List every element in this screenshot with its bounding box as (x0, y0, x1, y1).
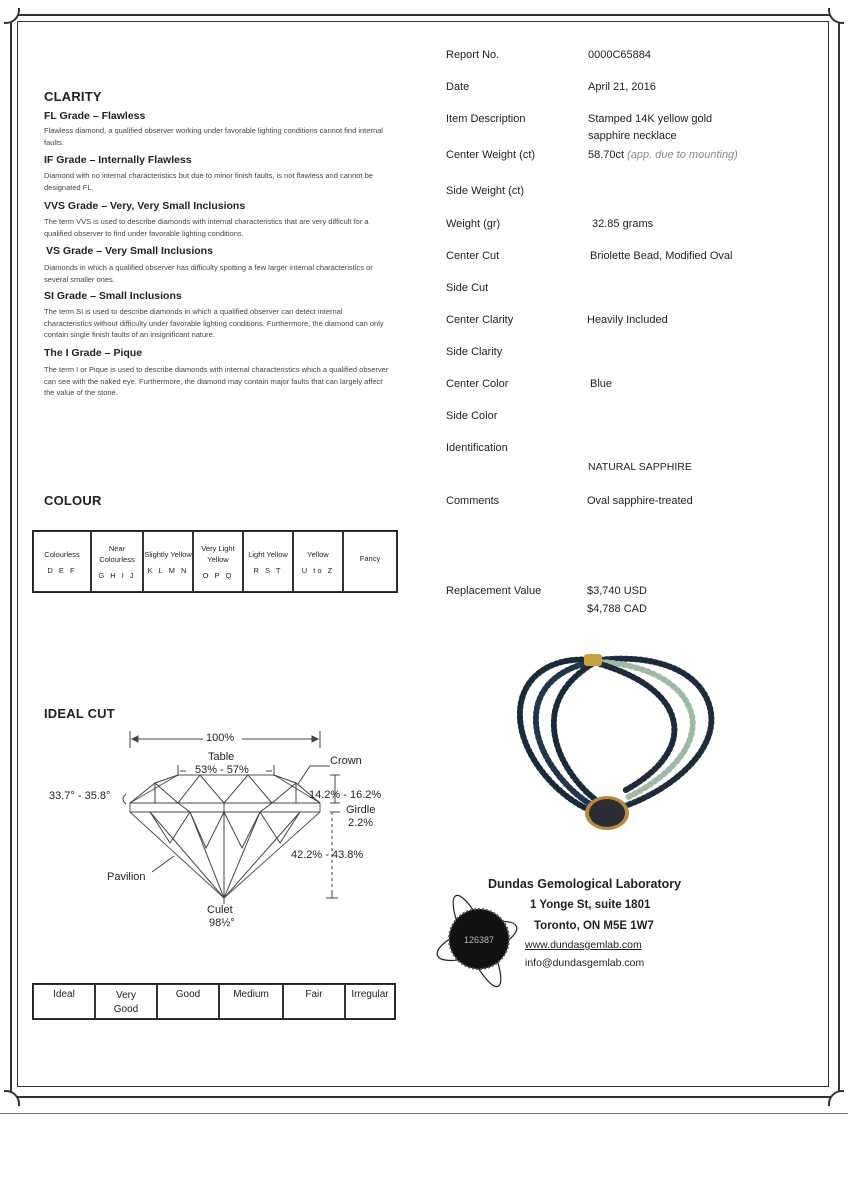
lab-seal-logo (432, 886, 522, 998)
grade-description: The term I or Pique is used to describe diamonds with internal characteristics which a qualified observer can see with the naked eye. Furthermore, the diamond may contain major faults that can largely affect the value of the stone. (44, 365, 389, 397)
cut-girdle-pct: 2.2% (348, 817, 374, 829)
colour-heading: COLOUR (44, 493, 102, 508)
grade-title: VS Grade – Very Small Inclusions (46, 245, 213, 257)
grade-title: SI Grade – Small Inclusions (44, 290, 182, 302)
report-field-note: (app. due to mounting) (627, 149, 738, 161)
cut-grade-cell: Ideal (33, 984, 95, 1019)
cut-culet-label: Culet (207, 904, 233, 916)
report-field-value: Heavily Included (587, 314, 668, 326)
grade-description: The term SI is used to describe diamonds in which a qualified observer can detect internal characteristics without difficulty under favorable lighting conditions. Furthermore, the diamond can only contain single finish faults of an insignificant nature. (44, 307, 384, 339)
colour-cell: Slightly Yellow K L M N (143, 531, 193, 592)
report-field-label: Identification (446, 442, 508, 454)
cut-grade-cell: Medium (219, 984, 283, 1019)
report-field-label: Center Clarity (446, 314, 514, 326)
cut-pavilion-pct: 42.2% - 43.8% (291, 849, 364, 861)
report-field-value: NATURAL SAPPHIRE (588, 461, 692, 473)
lab-email: info@dundasgemlab.com (525, 957, 645, 969)
cut-crown-pct: 14.2% - 16.2% (309, 789, 382, 801)
cut-crown-label: Crown (330, 755, 362, 767)
report-field-label: Comments (446, 495, 500, 507)
cut-girdle-label: Girdle (346, 804, 376, 816)
report-field-label: Report No. (446, 49, 500, 61)
report-field-label: Item Description (446, 113, 526, 125)
cut-grade-table (32, 983, 396, 1020)
colour-cell: Light Yellow R S T (243, 531, 293, 592)
report-field-value: Blue (590, 378, 613, 390)
seal-number: 126387 (463, 935, 495, 945)
colour-cell: Very Light Yellow O P Q (193, 531, 243, 592)
page-bottom-rule (0, 1113, 848, 1114)
report-field-label: Center Color (446, 378, 509, 390)
report-field-label: Side Weight (ct) (446, 185, 525, 197)
ideal-cut-heading: IDEAL CUT (44, 706, 115, 721)
necklace-clasp (584, 654, 602, 666)
lab-name: Dundas Gemological Laboratory (488, 877, 682, 891)
report-field-value: April 21, 2016 (588, 81, 656, 93)
grade-title: VVS Grade – Very, Very Small Inclusions (44, 200, 246, 212)
colour-cell: Yellow U to Z (293, 531, 343, 592)
cut-culet-angle: 98½° (209, 917, 235, 929)
report-field-value: 58.70ct (app. due to mounting) (588, 149, 738, 161)
lab-address-line2: Toronto, ON M5E 1W7 (534, 920, 654, 932)
report-field-value: Briolette Bead, Modified Oval (590, 250, 733, 262)
report-field-label: Center Weight (ct) (446, 149, 536, 161)
cut-grade-cell: Good (157, 984, 219, 1019)
colour-cell: Colourless D E F (33, 531, 91, 592)
report-field-value: $3,740 USD (587, 585, 647, 597)
report-field-value: 0000C65884 (588, 49, 652, 61)
report-field-value: Oval sapphire-treated (587, 495, 693, 507)
report-field-label: Side Clarity (446, 346, 503, 358)
grade-description: Diamond with no internal characteristics but due to minor finish faults, is not flawless and cannot be designated FL. (44, 171, 373, 192)
cut-width-label: 100% (206, 732, 235, 744)
report-field-value: $4,788 CAD (587, 603, 647, 615)
grade-description: The term VVS is used to describe diamonds with internal characteristics that are very difficult for a qualified observer to find under favorable lighting conditions. (44, 217, 369, 238)
report-field-label: Weight (gr) (446, 218, 501, 230)
report-field-label: Side Cut (446, 282, 489, 294)
report-field-label: Side Color (446, 410, 498, 422)
report-field-value: 32.85 grams (592, 218, 654, 230)
grade-title: The I Grade – Pique (44, 347, 143, 359)
lab-address-line1: 1 Yonge St, suite 1801 (530, 899, 651, 911)
cut-table-label: Table (208, 751, 235, 763)
report-field-label: Replacement Value (446, 585, 542, 597)
clarity-heading: CLARITY (44, 89, 102, 104)
grade-title: IF Grade – Internally Flawless (44, 154, 192, 166)
cut-pavilion-label: Pavilion (107, 871, 146, 883)
necklace-sapphire (589, 799, 625, 827)
report-field-value: Stamped 14K yellow gold (588, 113, 713, 125)
cut-table-pct: 53% - 57% (195, 764, 249, 776)
cut-grade-cell: Fair (283, 984, 345, 1019)
grade-description: Diamonds in which a qualified observer has difficulty spotting a few larger internal characteristics or several smaller ones. (44, 263, 373, 284)
cut-grade-cell: Very Good (95, 984, 157, 1019)
grade-title: FL Grade – Flawless (44, 110, 146, 122)
lab-website-link[interactable]: www.dundasgemlab.com (525, 939, 642, 951)
necklace-photo (500, 648, 740, 848)
report-field-label: Date (446, 81, 470, 93)
colour-cell: Fancy (343, 531, 397, 592)
colour-scale-table (32, 530, 398, 593)
cut-crown-angle: 33.7° - 35.8° (49, 790, 111, 802)
colour-cell: Near Colourless G H I J (91, 531, 143, 592)
cut-grade-cell: Irregular (345, 984, 395, 1019)
report-field-label: Center Cut (446, 250, 500, 262)
report-field-value: sapphire necklace (588, 130, 677, 142)
grade-description: Flawless diamond, a qualified observer working under favorable lighting conditions cannot find internal faults. (44, 126, 383, 147)
